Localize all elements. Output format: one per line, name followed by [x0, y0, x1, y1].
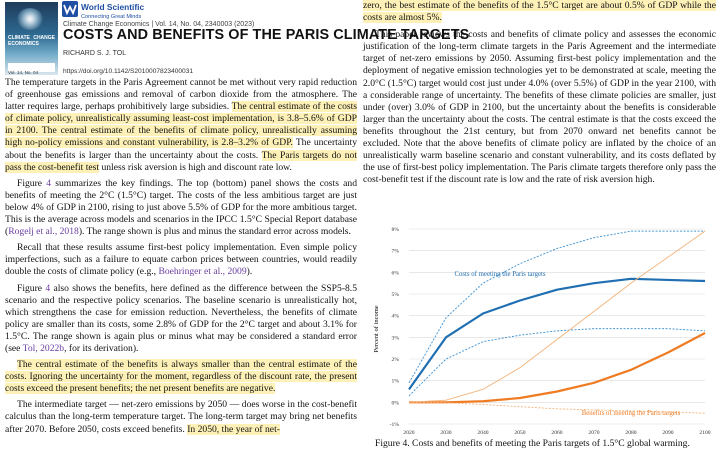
y-tick-label: 7%	[391, 248, 399, 255]
highlight: The Paris targets do not pass the cost-benefit test	[5, 149, 357, 173]
cover-volume: Vol. 14, No. 04	[8, 70, 39, 75]
text: , for its derivation).	[64, 342, 139, 354]
right-column	[363, 0, 716, 186]
x-tick-label: 2050	[514, 430, 526, 436]
figure-chart	[369, 226, 714, 438]
text: Figure	[17, 282, 46, 294]
citation-link[interactable]: Tol, 2022b	[22, 342, 65, 354]
costs-upper-line	[409, 231, 705, 383]
y-tick-label: 3%	[391, 335, 399, 342]
cover-image	[17, 8, 43, 30]
y-tick-label: -1%	[389, 422, 399, 428]
x-axis-ticks	[403, 430, 710, 436]
text: also shows the benefits, here defined as the difference between the SSP5-8.5 scenario and the respective policy scenarios. The baseline scenario is unrealistically hot, which strengthens the case for emission reduction. Nevertheless, the benefits of climate policy are smaller than its costs, some 2.8% of GDP for the 2°C target and about 3.1% for 1.5°C. The range shown is again plus or minus what may be considered a standard error (see	[5, 282, 358, 354]
text: unless risk aversion is high and discount rate low.	[99, 161, 292, 173]
paragraph-benefits	[5, 283, 357, 356]
costs-lower-line	[409, 329, 705, 396]
text: Figure	[17, 177, 47, 189]
y-tick-label: 5%	[391, 292, 399, 298]
cover-title: CLIMATE CHANGE ECONOMICS	[8, 35, 55, 47]
benefits-central-line	[409, 333, 705, 402]
legend-costs: Costs of meeting the Paris targets	[454, 271, 546, 278]
highlight: The central estimate of the benefits is always smaller than the central estimate of the costs. Ignoring the uncertainty for the moment, regardless of the discount rate, the present costs exceed the present benefits; the net present benefits are negative.	[5, 359, 357, 395]
paragraph-central-estimate	[5, 359, 357, 395]
y-tick-label: 4%	[391, 313, 399, 320]
y-tick-label: 1%	[391, 378, 399, 385]
text: The uncertainty about the benefits is larger than the uncertainty about the costs.	[5, 137, 357, 161]
x-tick-label: 2100	[699, 430, 711, 436]
text: ).	[246, 266, 253, 278]
figure-link[interactable]: 4	[45, 282, 51, 294]
citation-link[interactable]: Rogelj et al., 2018	[8, 226, 79, 238]
x-tick-label: 2080	[625, 430, 637, 436]
y-tick-label: 2%	[391, 357, 399, 363]
highlight: In 2050, the year of net-	[187, 423, 280, 435]
figure-caption: Figure 4. Costs and benefits of meeting the Paris targets of 1.5°C global warming.	[375, 438, 690, 449]
x-tick-label: 2070	[588, 430, 600, 436]
costs-central-line	[409, 279, 705, 389]
paragraph-review: This paper reviews the costs and benefits of climate policy and assesses the economic justification of the long-term climate targets in the Paris Agreement and the intermediate target of net-zero emissions by 2050. Assuming first-best policy implementation and the deployment of negative emission technologies yet to be demonstrated at scale, meeting the 2.0°C (1.5°C) target would cost just under 4.0% (over 5.5%) of GDP in the year 2100, with a considerable range of uncertainty. The benefits of these climate policies are smaller, just under (over) 3.0% of GDP in 2100, but the uncertainty about the benefits is considerable larger than the uncertainty about the costs. The central estimate is that the costs exceed the benefits throughout the 21st century, but from 2070 onward net benefits cannot be excluded. Note that the above benefits of climate policy are inflated by the choice of an unrealistically warm baseline scenario and constant vulnerability, and its costs deflated by the use of first-best policy implementation. The Paris climate targets therefore only pass the cost-benefit test if the discount rate is low and the rate of risk aversion high.	[363, 29, 716, 186]
highlight: zero, the best estimate of the benefits of the 1.5°C target are about 0.5% of GDP while the costs are almost 5%.	[363, 0, 716, 24]
x-tick-label: 2060	[551, 430, 563, 436]
y-tick-label: 6%	[391, 270, 399, 277]
publisher-name[interactable]: World Scientific	[81, 2, 145, 12]
citation-link[interactable]: Boehringer et al., 2009	[158, 266, 247, 278]
text: summarizes the key findings. The top (bottom) panel shows the costs and benefits of meeting the 2°C (1.5°C) target. The costs of the less ambitious target are just below 4% of GDP in 2100, rising to just above 5.5% of GDP for the more ambitious target. This is the average across models and scenarios in the IPCC 1.5°C Special Report database (	[5, 177, 357, 238]
paragraph-abstract	[5, 77, 357, 174]
article-author[interactable]: RICHARD S. J. TOL	[63, 50, 127, 57]
x-tick-label: 2020	[403, 430, 415, 436]
paragraph-policy	[5, 242, 357, 278]
y-tick-label: 8%	[391, 227, 399, 233]
y-axis-label: Percent of income	[373, 305, 380, 353]
publisher-tagline: Connecting Great Minds	[81, 14, 142, 20]
text: ). The range shown is plus and minus the standard error across models.	[78, 226, 351, 238]
world-scientific-logo-icon	[62, 1, 78, 17]
highlight: The central estimate of the costs of climate policy, unrealistically assuming least-cost implementation, is 3.8–5.6% of GDP in 2100. The central estimate of the benefits of climate policy, unrealistically assuming high no-policy emissions and constant vulnerability, is 2.8–3.2% of GDP.	[5, 101, 357, 149]
series-lines	[409, 231, 705, 413]
paragraph-figure-summary	[5, 178, 357, 238]
journal-cover[interactable]	[5, 2, 58, 75]
benefits-upper-line	[409, 231, 705, 402]
paragraph-net-zero	[363, 0, 716, 24]
x-tick-label: 2090	[662, 430, 674, 436]
paragraph-intermediate	[5, 399, 357, 435]
text: Recall that these results assume first-best policy implementation. Even simple policy imperfections, such as a failure to equate carbon prices between countries, would readily double the costs of climate policy (e.g.,	[5, 242, 357, 278]
text: The intermediate target — net-zero emissions by 2050 — does worse in the cost-benefit calculus than the long-term temperature target. The long-term target may bring net benefits after 2070. Before 2050, costs exceed benefits.	[5, 399, 357, 435]
figure-link[interactable]: 4	[46, 177, 52, 189]
y-tick-label: 0%	[391, 400, 399, 407]
y-axis-ticks	[390, 227, 400, 428]
legend-benefits: Benefits of meeting the Paris targets	[581, 410, 681, 417]
article-header	[5, 0, 470, 77]
journal-line[interactable]: Climate Change Economics | Vol. 14, No. 04, 2340003 (2023)	[63, 21, 255, 28]
article-title: COSTS AND BENEFITS OF THE PARIS CLIMATE TARGETS	[63, 27, 470, 43]
grid	[409, 229, 705, 424]
x-tick-label: 2040	[477, 430, 489, 436]
x-tick-label: 2030	[440, 430, 452, 436]
doi-link[interactable]: https://doi.org/10.1142/S2010007823400031	[63, 68, 194, 75]
text: The temperature targets in the Paris Agreement cannot be met without very rapid reduction of greenhouse gas emissions and removal of carbon dioxide from the atmosphere. The latter requires large, perhaps prohibitively large subsidies.	[5, 77, 357, 113]
